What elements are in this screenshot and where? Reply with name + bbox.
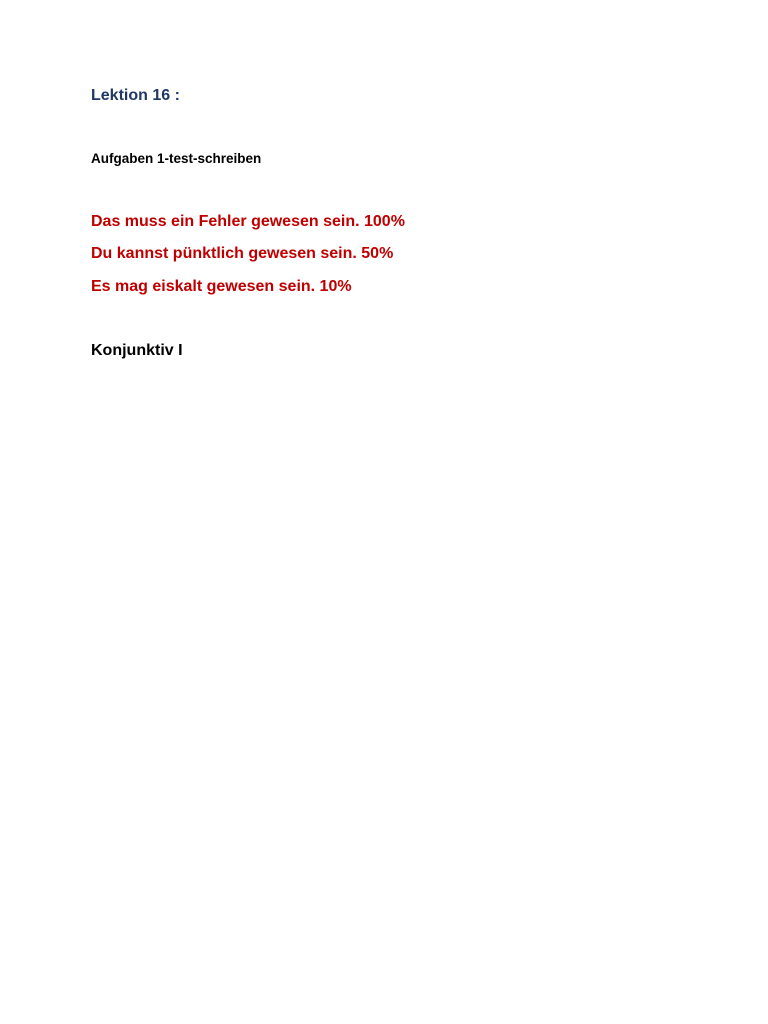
- example-sentence: Du kannst pünktlich gewesen sein. 50%: [91, 245, 394, 262]
- example-sentence: Es mag eiskalt gewesen sein. 10%: [91, 278, 352, 295]
- section-heading: Konjunktiv I: [91, 342, 183, 359]
- example-sentence: Das muss ein Fehler gewesen sein. 100%: [91, 213, 405, 230]
- lesson-title: Lektion 16 :: [91, 87, 180, 104]
- exercise-subtitle: Aufgaben 1-test-schreiben: [91, 151, 262, 166]
